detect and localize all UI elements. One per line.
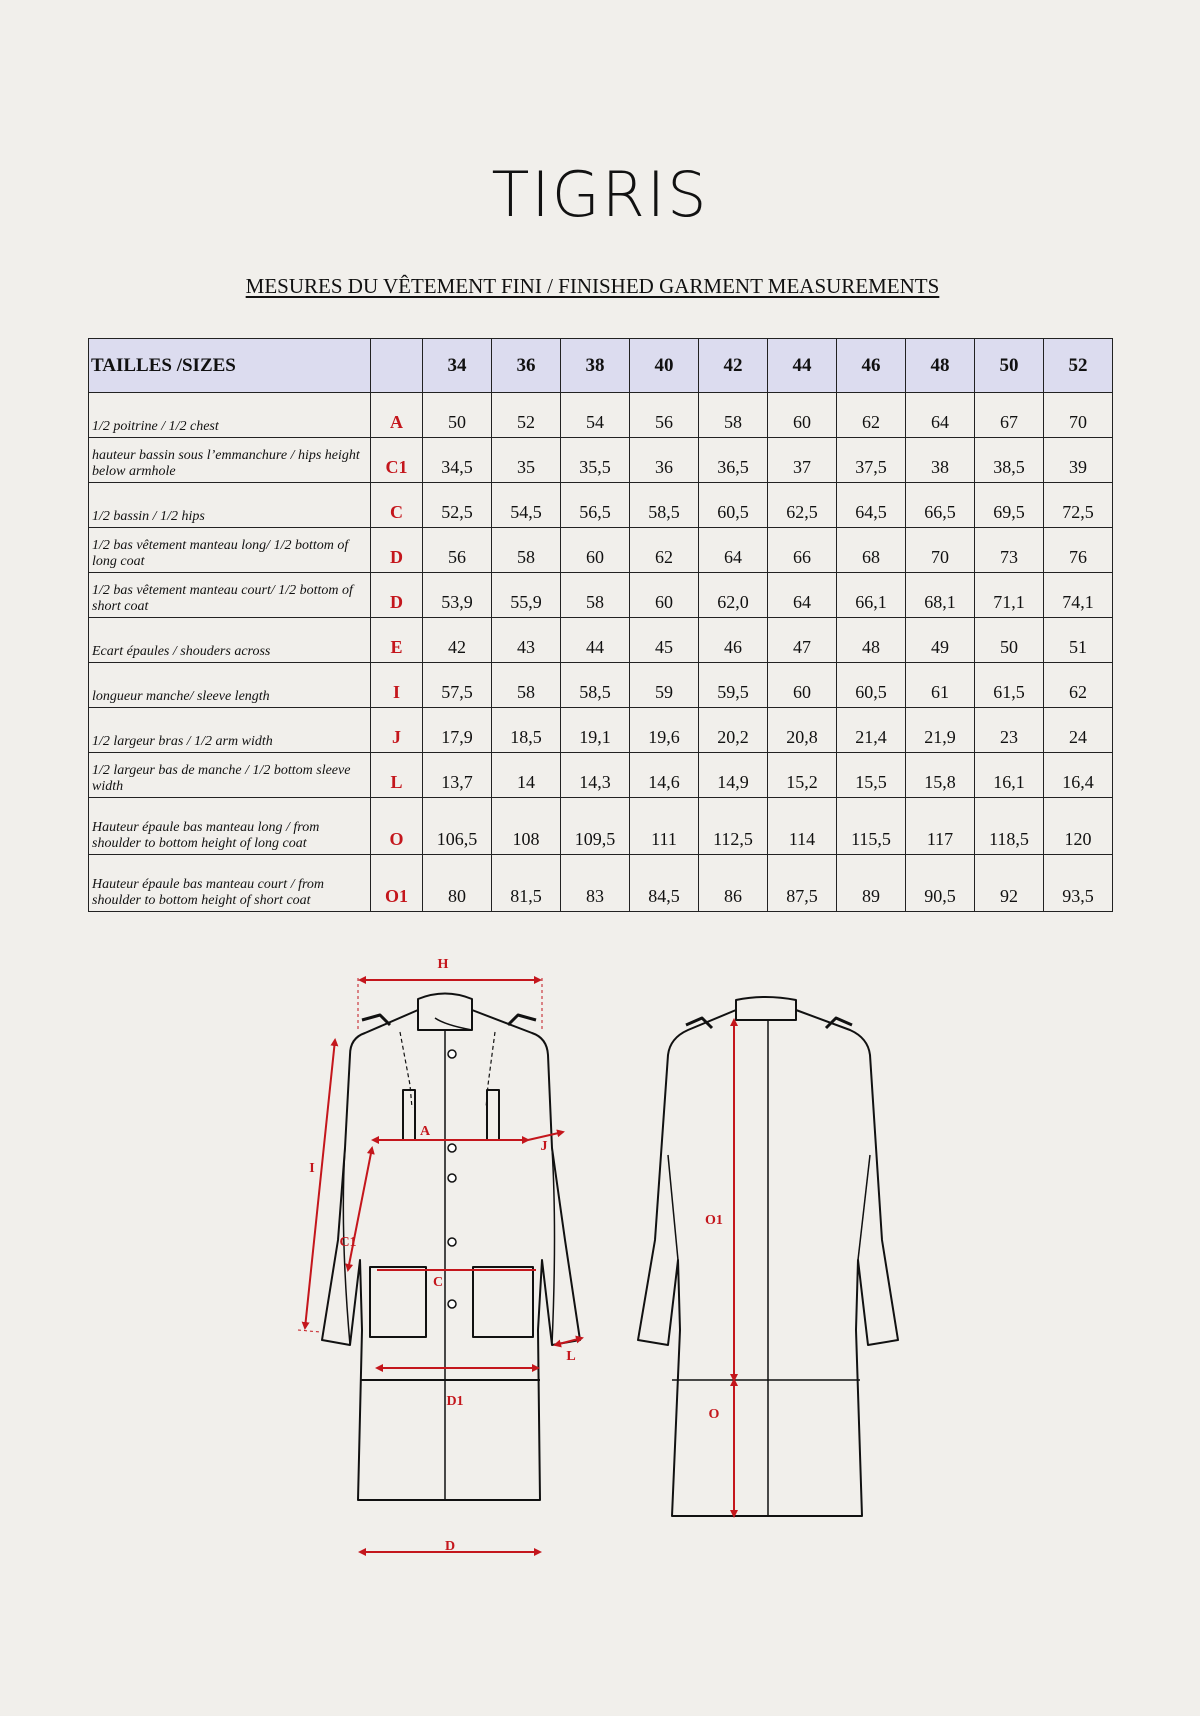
measurement-value: 106,5 (423, 798, 492, 855)
label-O: O (708, 1407, 720, 1422)
measurement-value: 68,1 (906, 573, 975, 618)
measurement-value: 55,9 (492, 573, 561, 618)
measurement-value: 64 (768, 573, 837, 618)
measurement-value: 92 (975, 855, 1044, 912)
size-header: 42 (699, 339, 768, 393)
measurement-value: 120 (1044, 798, 1113, 855)
measurement-value: 36 (630, 438, 699, 483)
measurement-value: 109,5 (561, 798, 630, 855)
table-row (89, 708, 1113, 753)
measurement-value: 49 (906, 618, 975, 663)
measurement-code: D (371, 528, 423, 573)
measurement-description: Hauteur épaule bas manteau long / from shoulder to bottom height of long coat (89, 798, 371, 855)
measurement-value: 52 (492, 393, 561, 438)
label-H: H (437, 957, 449, 972)
measurement-value: 44 (561, 618, 630, 663)
measurement-value: 111 (630, 798, 699, 855)
measurement-value: 73 (975, 528, 1044, 573)
measurement-value: 52,5 (423, 483, 492, 528)
label-D: D (444, 1539, 456, 1554)
measurement-value: 46 (699, 618, 768, 663)
measurement-value: 58 (492, 528, 561, 573)
measurement-value: 54,5 (492, 483, 561, 528)
size-header: 48 (906, 339, 975, 393)
measurement-value: 62,0 (699, 573, 768, 618)
measurement-value: 14 (492, 753, 561, 798)
measurement-value: 66,1 (837, 573, 906, 618)
measurement-value: 38,5 (975, 438, 1044, 483)
measurement-value: 60 (768, 663, 837, 708)
measurement-value: 56,5 (561, 483, 630, 528)
measurement-value: 93,5 (1044, 855, 1113, 912)
measurement-value: 80 (423, 855, 492, 912)
table-row (89, 618, 1113, 663)
table-row (89, 393, 1113, 438)
measurement-value: 15,2 (768, 753, 837, 798)
measurement-value: 56 (630, 393, 699, 438)
measurement-value: 83 (561, 855, 630, 912)
measurement-code: D (371, 573, 423, 618)
measurement-value: 15,8 (906, 753, 975, 798)
measurement-description: Ecart épaules / shouders across (89, 618, 371, 663)
measurement-value: 64 (699, 528, 768, 573)
measurement-value: 76 (1044, 528, 1113, 573)
measurement-value: 115,5 (837, 798, 906, 855)
measurement-value: 35 (492, 438, 561, 483)
measurement-value: 69,5 (975, 483, 1044, 528)
measurement-value: 13,7 (423, 753, 492, 798)
size-header: 34 (423, 339, 492, 393)
label-C1: C1 (339, 1235, 357, 1250)
measurement-value: 61 (906, 663, 975, 708)
measurement-value: 16,4 (1044, 753, 1113, 798)
measurement-lines (298, 978, 734, 1552)
measurement-code: C1 (371, 438, 423, 483)
size-header: 36 (492, 339, 561, 393)
measurement-value: 35,5 (561, 438, 630, 483)
label-L: L (566, 1349, 576, 1364)
measurement-description: Hauteur épaule bas manteau court / from shoulder to bottom height of short coat (89, 855, 371, 912)
measurement-value: 71,1 (975, 573, 1044, 618)
measurement-value: 62 (1044, 663, 1113, 708)
measurement-value: 20,8 (768, 708, 837, 753)
measurement-value: 60 (561, 528, 630, 573)
measurement-value: 72,5 (1044, 483, 1113, 528)
size-header: 44 (768, 339, 837, 393)
measurement-value: 84,5 (630, 855, 699, 912)
measurement-value: 43 (492, 618, 561, 663)
measurement-value: 58,5 (561, 663, 630, 708)
coat-back-view (638, 997, 898, 1516)
measurement-value: 48 (837, 618, 906, 663)
table-header-row (89, 339, 1113, 393)
measurement-code: L (371, 753, 423, 798)
measurement-value: 47 (768, 618, 837, 663)
measurement-value: 58 (492, 663, 561, 708)
measurement-value: 14,6 (630, 753, 699, 798)
measurement-value: 60,5 (699, 483, 768, 528)
measurement-value: 57,5 (423, 663, 492, 708)
table-row (89, 798, 1113, 855)
measurement-value: 68 (837, 528, 906, 573)
header-label: TAILLES /SIZES (89, 339, 371, 393)
measurement-value: 42 (423, 618, 492, 663)
measurement-value: 14,3 (561, 753, 630, 798)
measurement-value: 14,9 (699, 753, 768, 798)
measurement-value: 36,5 (699, 438, 768, 483)
measurement-value: 60 (630, 573, 699, 618)
measurement-value: 62 (630, 528, 699, 573)
measurement-value: 66 (768, 528, 837, 573)
measurement-value: 74,1 (1044, 573, 1113, 618)
measurement-value: 23 (975, 708, 1044, 753)
measurement-description: hauteur bassin sous l’emmanchure / hips height below armhole (89, 438, 371, 483)
measurement-value: 61,5 (975, 663, 1044, 708)
measurement-value: 53,9 (423, 573, 492, 618)
measurement-value: 17,9 (423, 708, 492, 753)
measurement-description: 1/2 largeur bras / 1/2 arm width (89, 708, 371, 753)
size-table (88, 338, 1113, 912)
measurement-value: 89 (837, 855, 906, 912)
measurement-value: 60,5 (837, 663, 906, 708)
measurement-value: 86 (699, 855, 768, 912)
coat-front-view (322, 994, 580, 1501)
table-row (89, 855, 1113, 912)
measurement-value: 67 (975, 393, 1044, 438)
measurement-value: 24 (1044, 708, 1113, 753)
measurement-value: 38 (906, 438, 975, 483)
measurement-value: 45 (630, 618, 699, 663)
measurement-code: C (371, 483, 423, 528)
measurement-value: 117 (906, 798, 975, 855)
measurement-value: 62,5 (768, 483, 837, 528)
measurement-value: 21,4 (837, 708, 906, 753)
measurement-value: 19,6 (630, 708, 699, 753)
measurement-code: A (371, 393, 423, 438)
measurement-value: 81,5 (492, 855, 561, 912)
measurement-description: 1/2 bas vêtement manteau court/ 1/2 bottom of short coat (89, 573, 371, 618)
measurement-value: 50 (975, 618, 1044, 663)
measurement-labels (309, 957, 723, 1554)
measurement-value: 59,5 (699, 663, 768, 708)
measurement-code: O (371, 798, 423, 855)
measurement-value: 15,5 (837, 753, 906, 798)
measurement-code: E (371, 618, 423, 663)
size-header: 40 (630, 339, 699, 393)
measurement-code: O1 (371, 855, 423, 912)
measurement-value: 58,5 (630, 483, 699, 528)
measurement-value: 90,5 (906, 855, 975, 912)
label-I: I (309, 1161, 315, 1176)
measurement-value: 70 (1044, 393, 1113, 438)
measurement-description: 1/2 bassin / 1/2 hips (89, 483, 371, 528)
measurement-value: 59 (630, 663, 699, 708)
measurement-description: 1/2 poitrine / 1/2 chest (89, 393, 371, 438)
measurement-value: 54 (561, 393, 630, 438)
measurement-value: 66,5 (906, 483, 975, 528)
label-J: J (540, 1139, 548, 1154)
size-header: 46 (837, 339, 906, 393)
table-row (89, 483, 1113, 528)
measurement-value: 118,5 (975, 798, 1044, 855)
measurement-value: 58 (699, 393, 768, 438)
measurement-value: 16,1 (975, 753, 1044, 798)
measurement-code: I (371, 663, 423, 708)
measurement-code: J (371, 708, 423, 753)
measurement-value: 108 (492, 798, 561, 855)
measurement-value: 58 (561, 573, 630, 618)
table-row (89, 573, 1113, 618)
measurement-value: 60 (768, 393, 837, 438)
measurement-value: 37,5 (837, 438, 906, 483)
size-header: 52 (1044, 339, 1113, 393)
measurement-value: 64 (906, 393, 975, 438)
size-header: 38 (561, 339, 630, 393)
table-row (89, 438, 1113, 483)
coat-technical-drawing (0, 940, 1200, 1560)
measurement-value: 62 (837, 393, 906, 438)
measurement-description: 1/2 bas vêtement manteau long/ 1/2 bottom of long coat (89, 528, 371, 573)
label-C: C (432, 1275, 444, 1290)
brand-title: TIGRIS (491, 158, 709, 231)
page-subtitle: MESURES DU VÊTEMENT FINI / FINISHED GARMENT MEASUREMENTS (245, 274, 940, 298)
measurement-value: 19,1 (561, 708, 630, 753)
measurement-value: 37 (768, 438, 837, 483)
size-header: 50 (975, 339, 1044, 393)
measurement-value: 56 (423, 528, 492, 573)
measurement-value: 114 (768, 798, 837, 855)
label-O1: O1 (705, 1213, 723, 1228)
measurement-value: 21,9 (906, 708, 975, 753)
measurement-value: 87,5 (768, 855, 837, 912)
header-code-cell (371, 339, 423, 393)
measurement-value: 70 (906, 528, 975, 573)
measurement-value: 51 (1044, 618, 1113, 663)
measurement-value: 50 (423, 393, 492, 438)
measurement-value: 39 (1044, 438, 1113, 483)
table-row (89, 528, 1113, 573)
measurement-value: 34,5 (423, 438, 492, 483)
measurement-value: 112,5 (699, 798, 768, 855)
measurement-description: 1/2 largeur bas de manche / 1/2 bottom sleeve width (89, 753, 371, 798)
table-row (89, 753, 1113, 798)
measurement-value: 20,2 (699, 708, 768, 753)
table-row (89, 663, 1113, 708)
measurement-value: 64,5 (837, 483, 906, 528)
measurement-value: 18,5 (492, 708, 561, 753)
measurement-description: longueur manche/ sleeve length (89, 663, 371, 708)
label-A: A (419, 1124, 431, 1139)
label-D1: D1 (446, 1394, 464, 1409)
